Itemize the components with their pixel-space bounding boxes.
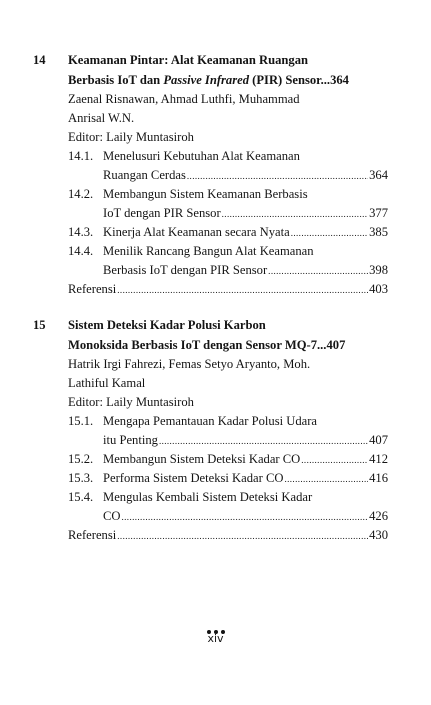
section-title-line1: Mengapa Pemantauan Kadar Polusi Udara bbox=[103, 414, 318, 428]
references-page: 430 bbox=[369, 528, 388, 542]
section-page: 412 bbox=[369, 452, 388, 466]
section-title-line1: Membangun Sistem Keamanan Berbasis bbox=[103, 187, 308, 201]
dot-leader bbox=[159, 436, 368, 446]
section-title-line2: Berbasis IoT dengan PIR Sensor bbox=[103, 263, 268, 277]
section-entry bbox=[103, 433, 388, 448]
chapter-page: 364 bbox=[330, 73, 349, 87]
section-page: 377 bbox=[369, 206, 388, 220]
authors-line2: Lathiful Kamal bbox=[68, 376, 146, 390]
authors-line1: Hatrik Irgi Fahrezi, Femas Setyo Aryanto, Moh. bbox=[68, 357, 311, 371]
dot-leader bbox=[187, 171, 368, 181]
references-label: Referensi bbox=[68, 528, 117, 542]
title-italic-text: Passive Infrared bbox=[163, 73, 250, 87]
section-title-line1: Kinerja Alat Keamanan secara Nyata bbox=[103, 225, 290, 239]
section-number: 14.1. bbox=[68, 149, 94, 163]
references-entry bbox=[68, 282, 388, 297]
section-title-line1: Menilik Rancang Bangun Alat Keamanan bbox=[103, 244, 314, 258]
section-entry bbox=[103, 168, 388, 183]
dot-leader bbox=[117, 531, 368, 541]
title-text-end: (PIR) Sensor... bbox=[249, 73, 331, 87]
dot-leader bbox=[117, 285, 368, 295]
section-page: 385 bbox=[369, 225, 388, 239]
section-number: 14.3. bbox=[68, 225, 94, 239]
section-title-line1: Mengulas Kembali Sistem Deteksi Kadar bbox=[103, 490, 313, 504]
section-entry bbox=[103, 471, 388, 486]
title-text: Berbasis IoT dan bbox=[68, 73, 164, 87]
section-entry bbox=[103, 206, 388, 221]
references-entry bbox=[68, 528, 388, 543]
section-title-line2: Ruangan Cerdas bbox=[103, 168, 186, 182]
page-number: xiv bbox=[207, 632, 224, 645]
chapter-title-line2 bbox=[68, 73, 388, 88]
section-number: 14.4. bbox=[68, 244, 94, 258]
dot-leader bbox=[301, 455, 368, 465]
editor-line: Editor: Laily Muntasiroh bbox=[68, 130, 194, 144]
section-entry bbox=[103, 225, 388, 240]
section-title-line1: Membangun Sistem Deteksi Kadar CO bbox=[103, 452, 301, 466]
dot-leader bbox=[222, 209, 368, 219]
section-title-line2: IoT dengan PIR Sensor bbox=[103, 206, 221, 220]
dot-leader bbox=[122, 512, 369, 522]
section-page: 398 bbox=[369, 263, 388, 277]
section-number: 14.2. bbox=[68, 187, 94, 201]
section-title-line1: Performa Sistem Deteksi Kadar CO bbox=[103, 471, 284, 485]
section-page: 364 bbox=[369, 168, 388, 182]
section-page: 407 bbox=[369, 433, 388, 447]
authors-line1: Zaenal Risnawan, Ahmad Luthfi, Muhammad bbox=[68, 92, 300, 106]
title-text: Monoksida Berbasis IoT dengan Sensor MQ-7... bbox=[68, 338, 327, 352]
dot-leader bbox=[268, 266, 368, 276]
chapter-title-line1: Keamanan Pintar: Alat Keamanan Ruangan bbox=[68, 53, 309, 67]
section-number: 15.1. bbox=[68, 414, 94, 428]
chapter-number: 15 bbox=[33, 318, 46, 332]
section-number: 15.2. bbox=[68, 452, 94, 466]
references-label: Referensi bbox=[68, 282, 117, 296]
chapter-page: 407 bbox=[326, 338, 346, 352]
section-page: 426 bbox=[369, 509, 388, 523]
section-entry bbox=[103, 452, 388, 467]
section-number: 15.3. bbox=[68, 471, 94, 485]
section-number: 15.4. bbox=[68, 490, 94, 504]
chapter-number: 14 bbox=[33, 53, 46, 67]
dot-leader bbox=[291, 228, 368, 238]
ornament-dots bbox=[0, 623, 431, 631]
section-entry bbox=[103, 509, 388, 524]
chapter-title-line1: Sistem Deteksi Kadar Polusi Karbon bbox=[68, 318, 266, 332]
section-entry bbox=[103, 263, 388, 278]
dot-leader bbox=[284, 474, 368, 484]
section-title-line1: Menelusuri Kebutuhan Alat Keamanan bbox=[103, 149, 300, 163]
section-page: 416 bbox=[369, 471, 388, 485]
section-title-line2: itu Penting bbox=[103, 433, 158, 447]
section-title-line2: CO bbox=[103, 509, 121, 523]
references-page: 403 bbox=[369, 282, 388, 296]
editor-line: Editor: Laily Muntasiroh bbox=[68, 395, 194, 409]
authors-line2: Anrisal W.N. bbox=[68, 111, 135, 125]
chapter-title-line2 bbox=[68, 338, 388, 353]
